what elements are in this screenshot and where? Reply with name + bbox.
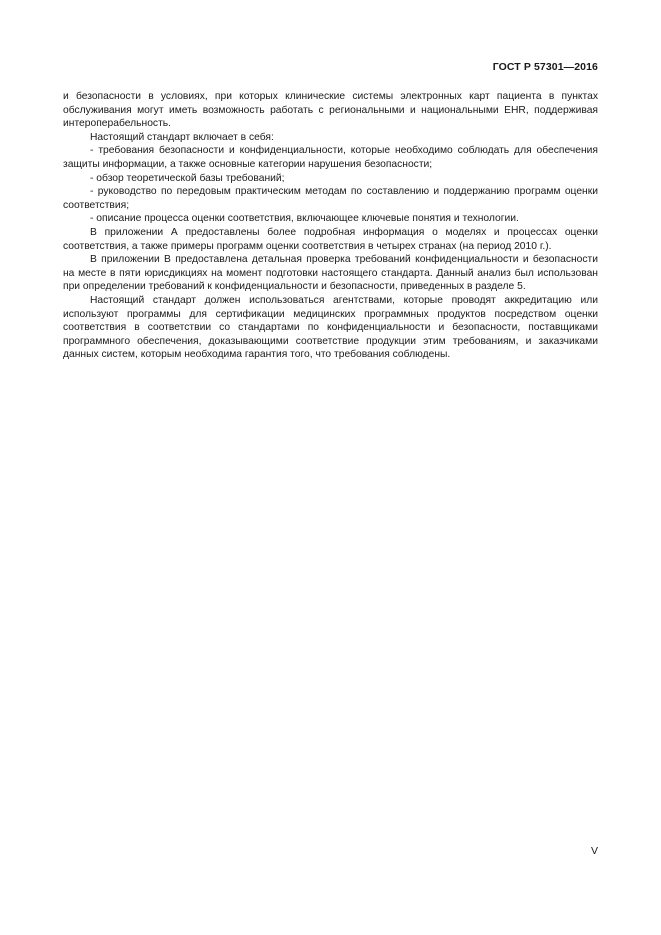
- document-code: ГОСТ Р 57301—2016: [492, 61, 598, 73]
- page-number: V: [590, 845, 598, 857]
- list-item: - требования безопасности и конфиденциальности, которые необходимо соблюдать для обеспечения защиты информации, а также основные категории нарушения безопасности;: [63, 145, 598, 170]
- list-item: - обзор теоретической базы требований;: [90, 172, 285, 184]
- document-body: [63, 90, 598, 362]
- paragraph: В приложении В предоставлена детальная проверка требований конфиденциальности и безопасности на месте в пяти юрисдикциях на момент подготовки настоящего стандарта. Данный анализ был использован при определении требований к конфиденциальности и безопасности, приведенных в разделе 5.: [63, 254, 598, 293]
- paragraph: Настоящий стандарт включает в себя:: [90, 131, 274, 143]
- paragraph: В приложении А предоставлены более подробная информация о моделях и процессах оценки соответствия, а также примеры программ оценки соответствия в четырех странах (на период 2010 г.).: [63, 226, 598, 252]
- paragraph: Настоящий стандарт должен использоваться агентствами, которые проводят аккредитацию или используют программы для сертификации медицинских программных продуктов посредством оценки соответствия в соответствии со стандартами по конфиденциальности и безопасности, поставщиками программного обеспечения, доказывающими соответствие продукции этим требованиям, и заказчиками данных систем, которым необходима гарантия того, что требования соблюдены.: [63, 294, 598, 361]
- list-item: - описание процесса оценки соответствия, включающее ключевые понятия и технологии.: [90, 213, 519, 225]
- paragraph: и безопасности в условиях, при которых клинические системы электронных карт пациента в пунктах обслуживания могут иметь возможность работать с региональными и национальными EHR, поддерживая интероперабельность.: [63, 91, 598, 130]
- list-item: - руководство по передовым практическим методам по составлению и поддержанию программ оценки соответствия;: [63, 186, 598, 211]
